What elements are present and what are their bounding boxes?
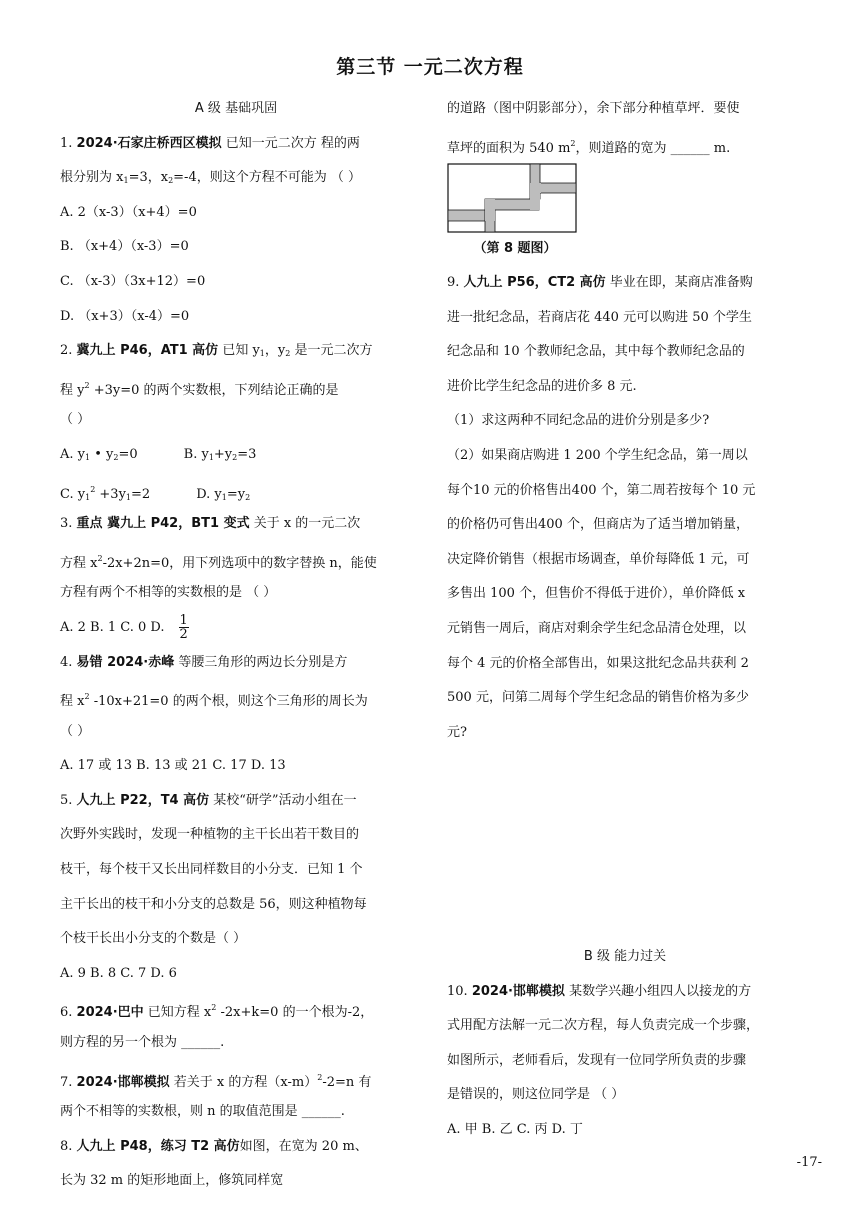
q9-part-2-line-6: 元销售一周后，商店对剩余学生纪念品清仓处理，以: [447, 620, 747, 636]
q8-line-1: 8. 人九上 P48，练习 T2 高仿如图，在宽为 20 m、: [60, 1138, 368, 1154]
q9-part-2-line-1: （2）如果商店购进 1 200 个学生纪念品，第一周以: [447, 447, 748, 463]
page-number: -17-: [796, 1155, 822, 1170]
q9-line-1: 9. 人九上 P56，CT2 高仿 毕业在即，某商店准备购: [447, 275, 753, 290]
q1-option-d: D. （x+3）（x-4）=0: [60, 308, 190, 324]
q5-line-5: 个枝干长出小分支的个数是（ ）: [60, 931, 247, 947]
vertical-road-join-low: [485, 199, 495, 221]
q4-options: A. 17 或 13 B. 13 或 21 C. 17 D. 13: [60, 758, 286, 774]
horizontal-road: [448, 210, 485, 221]
q9-part-2-line-7: 每个 4 元的价格全部售出，如果这批纪念品共获利 2: [447, 655, 749, 671]
page-title: 第三节 一元二次方程: [336, 56, 524, 78]
q2-options-cd: C. $y_1^2 +3y_1=2$ D. $y_1=y_2$: [60, 484, 251, 502]
q9-part-2-line-2: 每个10 元的价格售出400 个，第二周若按每个 10 元: [447, 482, 756, 498]
section-b-heading: B 级 能力过关: [583, 949, 667, 964]
q9-line-2: 进一批纪念品，若商店花 440 元可以购进 50 个学生: [447, 309, 752, 325]
q8-line-2: 长为 32 m 的矩形地面上，修筑同样宽: [60, 1173, 284, 1189]
q9-part-2-line-3: 的价格仍可售出400 个，但商店为了适当增加销量，: [447, 517, 749, 533]
q6-line-1: 6. 2024·巴中 已知方程 $x^2$ -2x+k=0 的一个根为-2，: [60, 1003, 374, 1021]
q7-line-1: 7. 2024·邯郸模拟 若关于 x 的方程$(x-m)^2-2=n$ 有: [60, 1072, 372, 1090]
q8-line-4: 草坪的面积为 540 $m^2$，则道路的宽为 ______ m.: [447, 138, 731, 156]
q8-figure-caption: （第 8 题图）: [473, 241, 557, 256]
q7-source: 2024·邯郸模拟: [76, 1074, 170, 1090]
q3-line-2: 方程 $x^2-2x+2n=0$，用下列选项中的数字替换 n，能使: [60, 553, 377, 571]
q3-options: A. 2 B. 1 C. 0 D. $\frac{1}{2}$: [60, 612, 188, 642]
q2-line-2: 程 $y^2 +3y=0$ 的两个实数根，下列结论正确的是: [60, 380, 339, 398]
q3-source: 重点 冀九上 P42，BT1 变式: [76, 516, 250, 532]
q9-part-1: （1）求这两种不同纪念品的进价分别是多少?: [447, 413, 710, 429]
q8-line-3: 的道路（图中阴影部分），余下部分种植草坪．要使: [447, 101, 740, 116]
right-column: [447, 92, 799, 161]
q4-line-3: （ ）: [60, 723, 91, 739]
road-connector: [539, 183, 541, 193]
q10-options: A. 甲 B. 乙 C. 丙 D. 丁: [447, 1121, 583, 1137]
q10-line-1: 10. 2024·邯郸模拟 某数学兴趣小组四人以接龙的方: [447, 983, 752, 999]
q10-source: 2024·邯郸模拟: [471, 983, 565, 999]
q9-source: 人九上 P56，CT2 高仿: [463, 275, 606, 290]
q1-source: 2024·石家庄桥西区模拟: [76, 135, 222, 151]
q9-part-2-line-5: 多售出 100 个，但售价不得低于进价），单价降低 x: [447, 586, 746, 602]
q2-options-ab: A. $y_1$ • $y_2=0$ B. $y_1+y_2=3$: [60, 446, 257, 462]
q9-block: [447, 266, 803, 750]
q5-line-3: 枝干，每个枝干又长出同样数目的小分支．已知 1 个: [60, 862, 363, 878]
left-column: [60, 92, 412, 1199]
q5-line-1: 5. 人九上 P22，T4 高仿 某校“研学”活动小组在一: [60, 792, 357, 808]
q5-line-2: 次野外实践时，发现一种植物的主干长出若干数目的: [60, 827, 360, 843]
q9-line-4: 进价比学生纪念品的进价多 8 元.: [447, 378, 637, 394]
q4-line-1: 4. 易错 2024·赤峰 等腰三角形的两边长分别是方: [60, 654, 348, 670]
q1-option-a: A. 2（x-3）（x+4）=0: [60, 204, 197, 220]
horizontal-road-right: [539, 183, 576, 193]
section-a-heading: A 级 基础巩固: [194, 101, 278, 116]
fraction-one-half: $\frac{1}{2}$: [179, 612, 188, 642]
q5-line-4: 主干长出的枝干和小分支的总数是 56，则这种植物每: [60, 896, 367, 912]
q5-options: A. 9 B. 8 C. 7 D. 6: [60, 965, 177, 981]
q2-source: 冀九上 P46，AT1 高仿: [76, 343, 219, 359]
lawn-rectangle: [448, 164, 576, 232]
q2-line-1: 2. 冀九上 P46，AT1 高仿 已知 $y_1$，$y_2$ 是一元二次方: [60, 343, 373, 359]
q3-line-3: 方程有两个不相等的实数根的是 （ ）: [60, 585, 277, 601]
q4-source: 易错 2024·赤峰: [76, 654, 175, 670]
q8-source: 人九上 P48，练习 T2 高仿: [76, 1138, 240, 1154]
q5-source: 人九上 P22，T4 高仿: [76, 792, 210, 808]
q1-option-c: C. （x-3）（3x+12）=0: [60, 273, 206, 289]
q1-option-b: B. （x+4）（x-3）=0: [60, 239, 189, 255]
q6-source: 2024·巴中: [76, 1005, 144, 1021]
q10-line-4: 是错误的，则这位同学是 （ ）: [447, 1087, 625, 1103]
q9-part-2-line-8: 500 元，问第二周每个学生纪念品的销售价格为多少: [447, 690, 749, 706]
q7-line-2: 两个不相等的实数根，则 n 的取值范围是 ______.: [60, 1104, 345, 1120]
q8-road-diagram: [447, 163, 577, 233]
section-b-block: [447, 940, 803, 1148]
q9-part-2-line-4: 决定降价销售（根据市场调查，单价每降低 1 元，可: [447, 551, 750, 567]
q1-line-2: 根分别为 $x_1=3$，$x_2=-4$，则这个方程不可能为 （ ）: [60, 170, 361, 186]
q10-line-2: 式用配方法解一元二次方程，每人负责完成一个步骤，: [447, 1018, 760, 1034]
q1-line-1: 1. 2024·石家庄桥西区模拟 已知一元二次方 程的两: [60, 135, 360, 151]
q9-part-2-line-9: 元?: [447, 724, 467, 740]
q4-line-2: 程 $x^2$ -10x+21=0 的两个根，则这个三角形的周长为: [60, 692, 368, 710]
q9-line-3: 纪念品和 10 个教师纪念品，其中每个教师纪念品的: [447, 344, 745, 360]
q10-line-3: 如图所示，老师看后，发现有一位同学所负责的步骤: [447, 1052, 747, 1068]
q6-line-2: 则方程的另一个根为 ______.: [60, 1035, 225, 1051]
q2-line-3: （ ）: [60, 412, 91, 428]
vertical-road-join: [530, 183, 540, 210]
q3-line-1: 3. 重点 冀九上 P42，BT1 变式 关于 x 的一元二次: [60, 516, 361, 532]
